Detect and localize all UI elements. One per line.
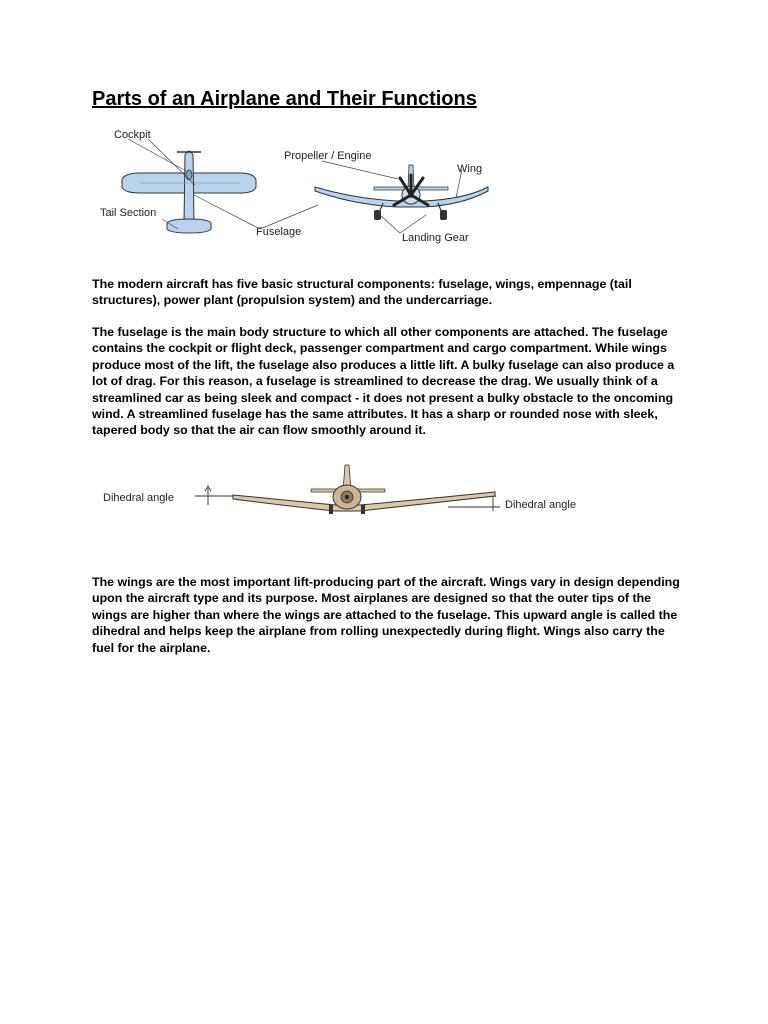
label-dihedral-left: Dihedral angle — [103, 492, 174, 504]
paragraph-intro: The modern aircraft has five basic structural components: fuselage, wings, empennage (tail structures), power plant (propulsion system) and the undercarriage. — [92, 277, 632, 308]
airplane-top-view — [122, 151, 256, 233]
airplane-parts-diagram — [100, 125, 500, 250]
label-propeller-engine: Propeller / Engine — [284, 150, 372, 162]
paragraph-wings: The wings are the most important lift-producing part of the aircraft. Wings vary in design depending upon the aircraft type and its purpose. Most airplanes are designed so that the outer tips of the wings are higher than where the wings are attached to the fuselage. This upward angle is called the dihedral and helps keep the airplane from rolling unexpectedly during flight. Wings also carry the fuel for the airplane. — [92, 575, 680, 655]
label-wing: Wing — [457, 163, 483, 175]
dihedral-angle-diagram — [95, 455, 605, 530]
page-title: Parts of an Airplane and Their Functions — [92, 88, 477, 110]
label-dihedral-right: Dihedral angle — [505, 499, 576, 511]
paragraph-fuselage: The fuselage is the main body structure to which all other components are attached. The fuselage contains the cockpit or flight deck, passenger compartment and cargo compartment. While wings produce most of the lift, the fuselage also produces a little lift. A bulky fuselage can also produce a lot of drag. For this reason, a fuselage is streamlined to decrease the drag. We usually think of a streamlined car as being sleek and compact - it does not present a bulky obstacle to the oncoming wind. A streamlined fuselage has the same attributes. It has a sharp or rounded nose with sleek, tapered body so that the air can flow smoothly around it. — [92, 325, 675, 438]
label-tail-section: Tail Section — [100, 207, 157, 219]
label-fuselage: Fuselage — [256, 226, 302, 238]
label-landing-gear: Landing Gear — [402, 232, 469, 244]
label-cockpit: Cockpit — [114, 129, 151, 141]
